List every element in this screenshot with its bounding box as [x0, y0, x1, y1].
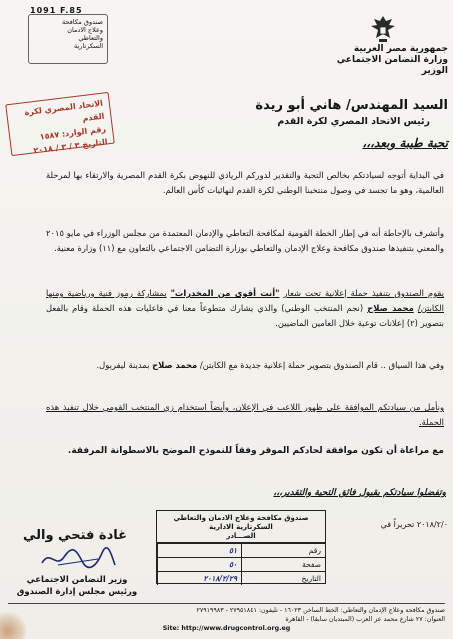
player-name: محمد صلاح [367, 303, 414, 313]
closing-salutation: وتفضلوا سيادتكم بقبول فائق التحية والتقدير،،، [273, 488, 446, 498]
header-minister: الوزير [421, 66, 448, 76]
addressee-title: رئيس الاتحاد المصري لكرة القدم [277, 116, 430, 127]
paragraph-campaign [46, 286, 444, 331]
campaign-intro-text: يقوم الصندوق بتنفيذ حملة إعلانية تحت شعار [283, 288, 444, 298]
ministry-header [336, 44, 448, 77]
campaign-details-text: (نجم المنتخب الوطني) والذي يشارك متطوعاً معنا في فاعليات هذه الحملة وقام بالفعل بتصوير (٢) إعلانات توعية خلال العامين الماضيين. [46, 303, 444, 328]
handwritten-signature [38, 545, 118, 571]
player-name: محمد صلاح [152, 360, 198, 370]
receipt-no-value: ٥١ [157, 543, 241, 557]
paragraph-request: ونأمل من سيادتكم الموافقة على ظهور اللاعب في الإعلان، وأيضاً استخدام زي المنتخب القومي خلال تنفيذ هذه الحملة. [46, 402, 444, 427]
footer [8, 606, 445, 633]
eagle-emblem-icon [370, 14, 396, 44]
footer-address: العنوان: ٢٧ شارع محمد عز العرب (المبتديان سابقا) - القاهرة [285, 616, 445, 623]
reg-stamp-number: رقم الوارد: ١٥٨٧ [39, 124, 107, 142]
receipt-stamp [156, 510, 326, 584]
top-left-stamp-line: والتعاطي [78, 34, 103, 42]
receipt-page-label: صفحة [241, 557, 325, 571]
reg-stamp-date: التاريخ ٣ / ٣ / ٢٠١٨ [33, 137, 109, 156]
header-ministry: وزارة التضامن الاجتماعي [336, 55, 448, 65]
header-country: جمهورية مصر العربية [353, 44, 448, 54]
signatory-name: غادة فتحي والي [22, 528, 128, 543]
signatory-title-fund: ورئيس مجلس إدارة الصندوق [16, 587, 138, 597]
date-value: ٢٠١٨/٢/٠ [416, 520, 448, 529]
campaign-slogan: "أنت أقوى من المخدرات" [170, 288, 280, 298]
top-left-code: 1091 F.85 [30, 6, 83, 15]
paragraph-plan: وأتشرف بالإحاطة أنه في إطار الخطة القومية لمكافحة التعاطي والإدمان المعتمدة من مجلس الوزراء في مايو ٢٠١٥ والمعني بتنفيذها صندوق مكافحة وعلاج الإدمان والتعاطي بوزارة التضامن الاجتماعي بالتعاون مع (١١) وزارة معنية. [46, 228, 444, 253]
paragraph-context [46, 358, 444, 373]
receipt-date-label: التاريخ [241, 571, 325, 585]
date-label: تحريراً في [380, 520, 415, 529]
paper-stain [0, 612, 26, 639]
paragraph-intro: في البداية أتوجه لسيادتكم بخالص التحية والتقدير لدوركم الريادي للنهوض بكرة القدم المصرية والارتقاء بها لمرحلة العالمية، وهو ما تجسد في وصول منتخبنا الوطني لكرة القدم لنهائيات كأس العالم. [46, 170, 444, 195]
top-left-stamp [28, 14, 108, 64]
paragraph-note: مع مراعاة أن تكون موافقة لحادكم الموقر وفقاً للنموذج الموضح بالاسطوانة المرفقة. [67, 446, 444, 456]
registration-stamp [5, 92, 115, 156]
campaign-participants-text: بمشاركة رموز فنية ورياضية ومنها الكابتن/ [46, 288, 444, 313]
top-left-stamp-line: وعلاج الادمان [67, 26, 103, 34]
receipt-stamp-org: صندوق مكافحة وعلاج الادمان والتعاطي السكرتارية الادارية [173, 514, 309, 531]
receipt-date-value: ٢٠١٨/٢/٢٩ [157, 571, 241, 585]
context-location: بمدينة ليفربول. [96, 360, 150, 370]
reg-stamp-org: الاتحاد المصري لكرة القدم [24, 98, 105, 124]
receipt-stamp-subtitle: الصـــادر [226, 532, 256, 540]
footer-site-link[interactable]: Site: http://www.drugcontrol.org.eg [162, 625, 291, 632]
receipt-stamp-title [157, 511, 325, 543]
footer-divider [8, 603, 445, 604]
addressee-block [160, 98, 448, 128]
greeting: تحية طيبة وبعد،،، [362, 136, 448, 150]
date-line [334, 520, 448, 529]
top-left-stamp-line: صندوق مكافحة [62, 18, 103, 26]
receipt-no-label: رقم [241, 543, 325, 557]
context-text: وفي هذا السياق .. قام الصندوق بتصوير حملة إعلانية جديدة مع الكابتن/ [199, 360, 444, 370]
top-left-stamp-line: السكرتارية [74, 42, 103, 50]
addressee-name: السيد المهندس/ هاني أبو ريدة [255, 98, 448, 113]
receipt-page-value: ٥٠ [157, 557, 241, 571]
footer-contact: صندوق مكافحة وعلاج الإدمان والتعاطي: الخط الساخن ١٦٠٢٣ - تليفون: ٢٧٩٥١٨٤١ - ٢٧٩١٩٩٨٣ [196, 607, 445, 614]
signatory-titles [8, 574, 146, 598]
signatory-title-minister: وزير التضامن الاجتماعي [26, 575, 128, 585]
receipt-stamp-grid [157, 543, 325, 585]
